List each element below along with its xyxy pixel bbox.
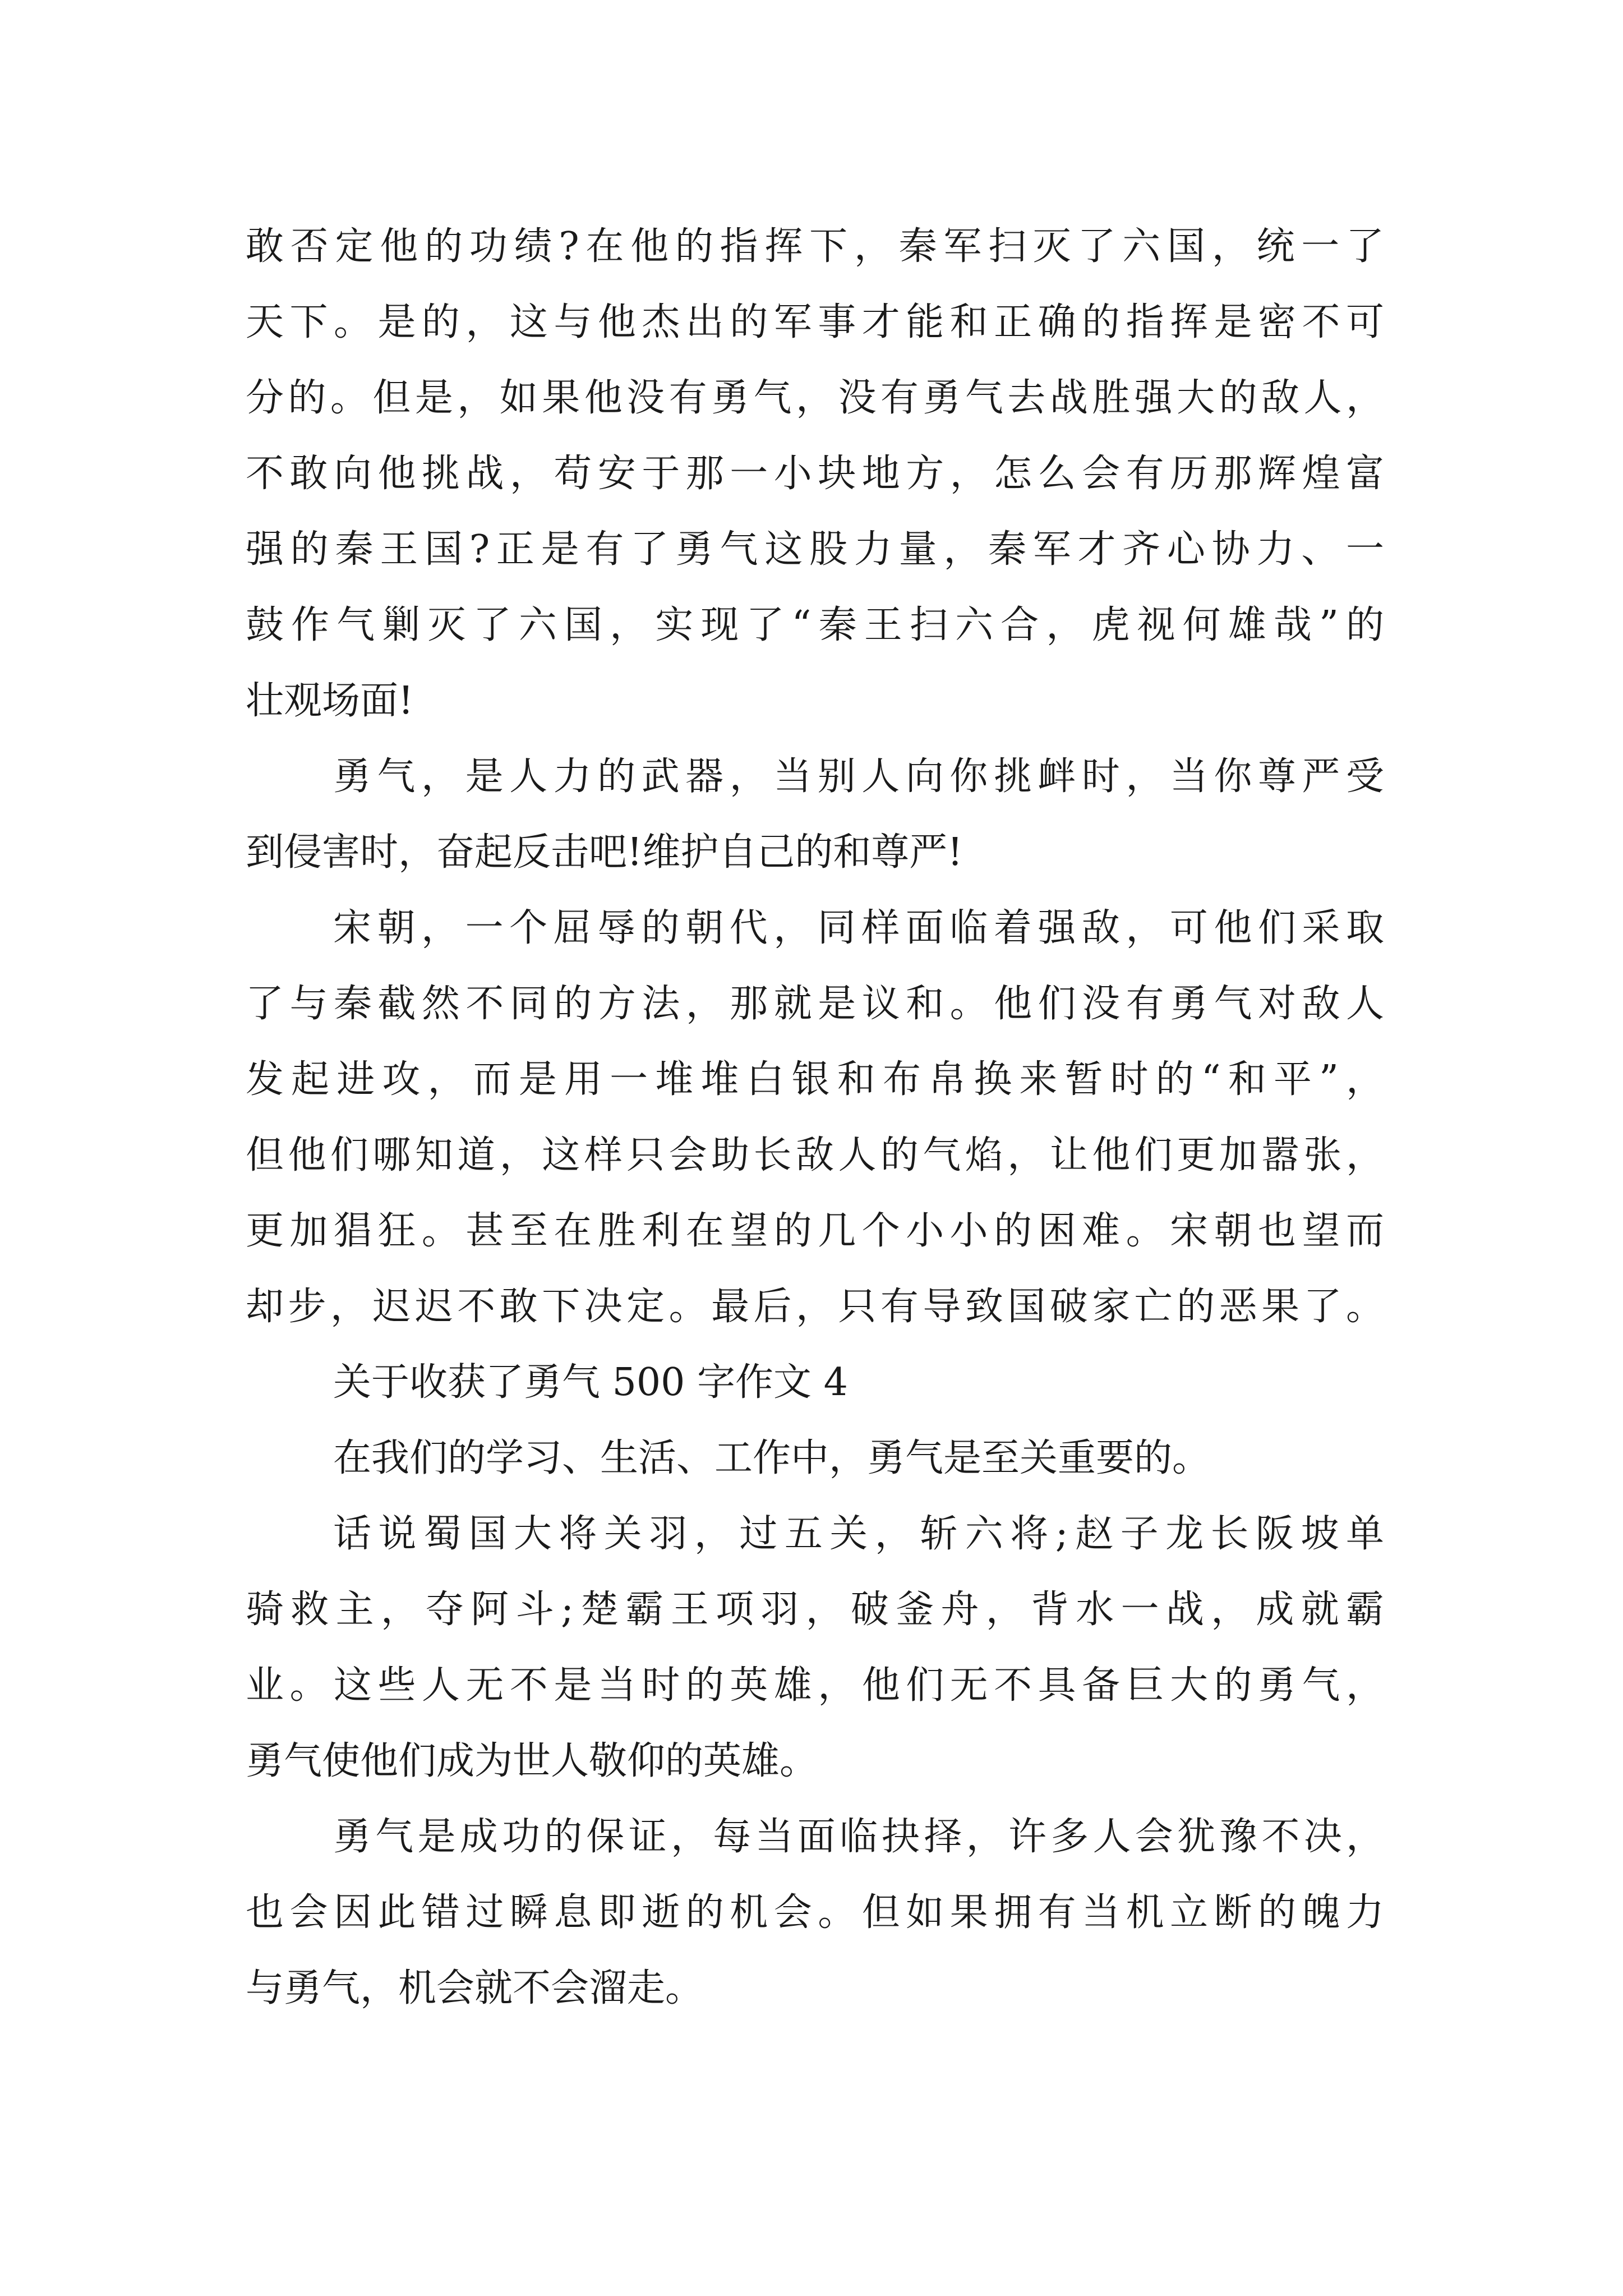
text-line: 勇气，是人力的武器，当别人向你挑衅时，当你尊严受 (333, 754, 1384, 799)
text-line: 在我们的学习、生活、工作中，勇气是至关重要的。 (333, 1436, 1211, 1480)
text-line: 到侵害时，奋起反击吧!维护自己的和尊严! (246, 830, 963, 875)
text-line: 了与秦截然不同的方法，那就是议和。他们没有勇气对敌人 (246, 982, 1384, 1026)
text-line: 壮观场面! (246, 679, 414, 723)
text-line: 勇气使他们成为世人敬仰的英雄。 (246, 1739, 818, 1783)
text-line: 话说蜀国大将关羽，过五关，斩六将;赵子龙长阪坡单 (333, 1512, 1384, 1556)
text-line: 敢否定他的功绩?在他的指挥下，秦军扫灭了六国，统一了 (246, 224, 1384, 269)
text-line: 鼓作气剿灭了六国，实现了“秦王扫六合，虎视何雄哉”的 (246, 603, 1384, 647)
text-line: 骑救主，夺阿斗;楚霸王项羽，破釜舟，背水一战，成就霸 (246, 1588, 1384, 1632)
text-line: 发起进攻，而是用一堆堆白银和布帛换来暂时的“和平”， (246, 1057, 1384, 1102)
text-line: 宋朝，一个屈辱的朝代，同样面临着强敌，可他们采取 (333, 906, 1384, 950)
document-body (246, 209, 1384, 2026)
text-line: 强的秦王国?正是有了勇气这股力量，秦军才齐心协力、一 (246, 527, 1384, 572)
text-line: 不敢向他挑战，苟安于那一小块地方，怎么会有历那辉煌富 (246, 452, 1384, 496)
text-line: 更加猖狂。甚至在胜利在望的几个小小的困难。宋朝也望而 (246, 1209, 1384, 1253)
text-line: 也会因此错过瞬息即逝的机会。但如果拥有当机立断的魄力 (246, 1890, 1384, 1935)
text-line: 与勇气，机会就不会溜走。 (246, 1966, 704, 2010)
text-line: 但他们哪知道，这样只会助长敌人的气焰，让他们更加嚣张， (246, 1133, 1384, 1177)
text-line: 却步，迟迟不敢下决定。最后，只有导致国破家亡的恶果了。 (246, 1285, 1384, 1329)
text-line: 勇气是成功的保证，每当面临抉择，许多人会犹豫不决， (333, 1815, 1384, 1859)
text-line: 天下。是的，这与他杰出的军事才能和正确的指挥是密不可 (246, 300, 1384, 344)
text-line: 分的。但是，如果他没有勇气，没有勇气去战胜强大的敌人， (246, 376, 1384, 420)
text-line: 业。这些人无不是当时的英雄，他们无不具备巨大的勇气， (246, 1663, 1384, 1708)
text-line: 关于收获了勇气 500 字作文 4 (333, 1360, 848, 1405)
